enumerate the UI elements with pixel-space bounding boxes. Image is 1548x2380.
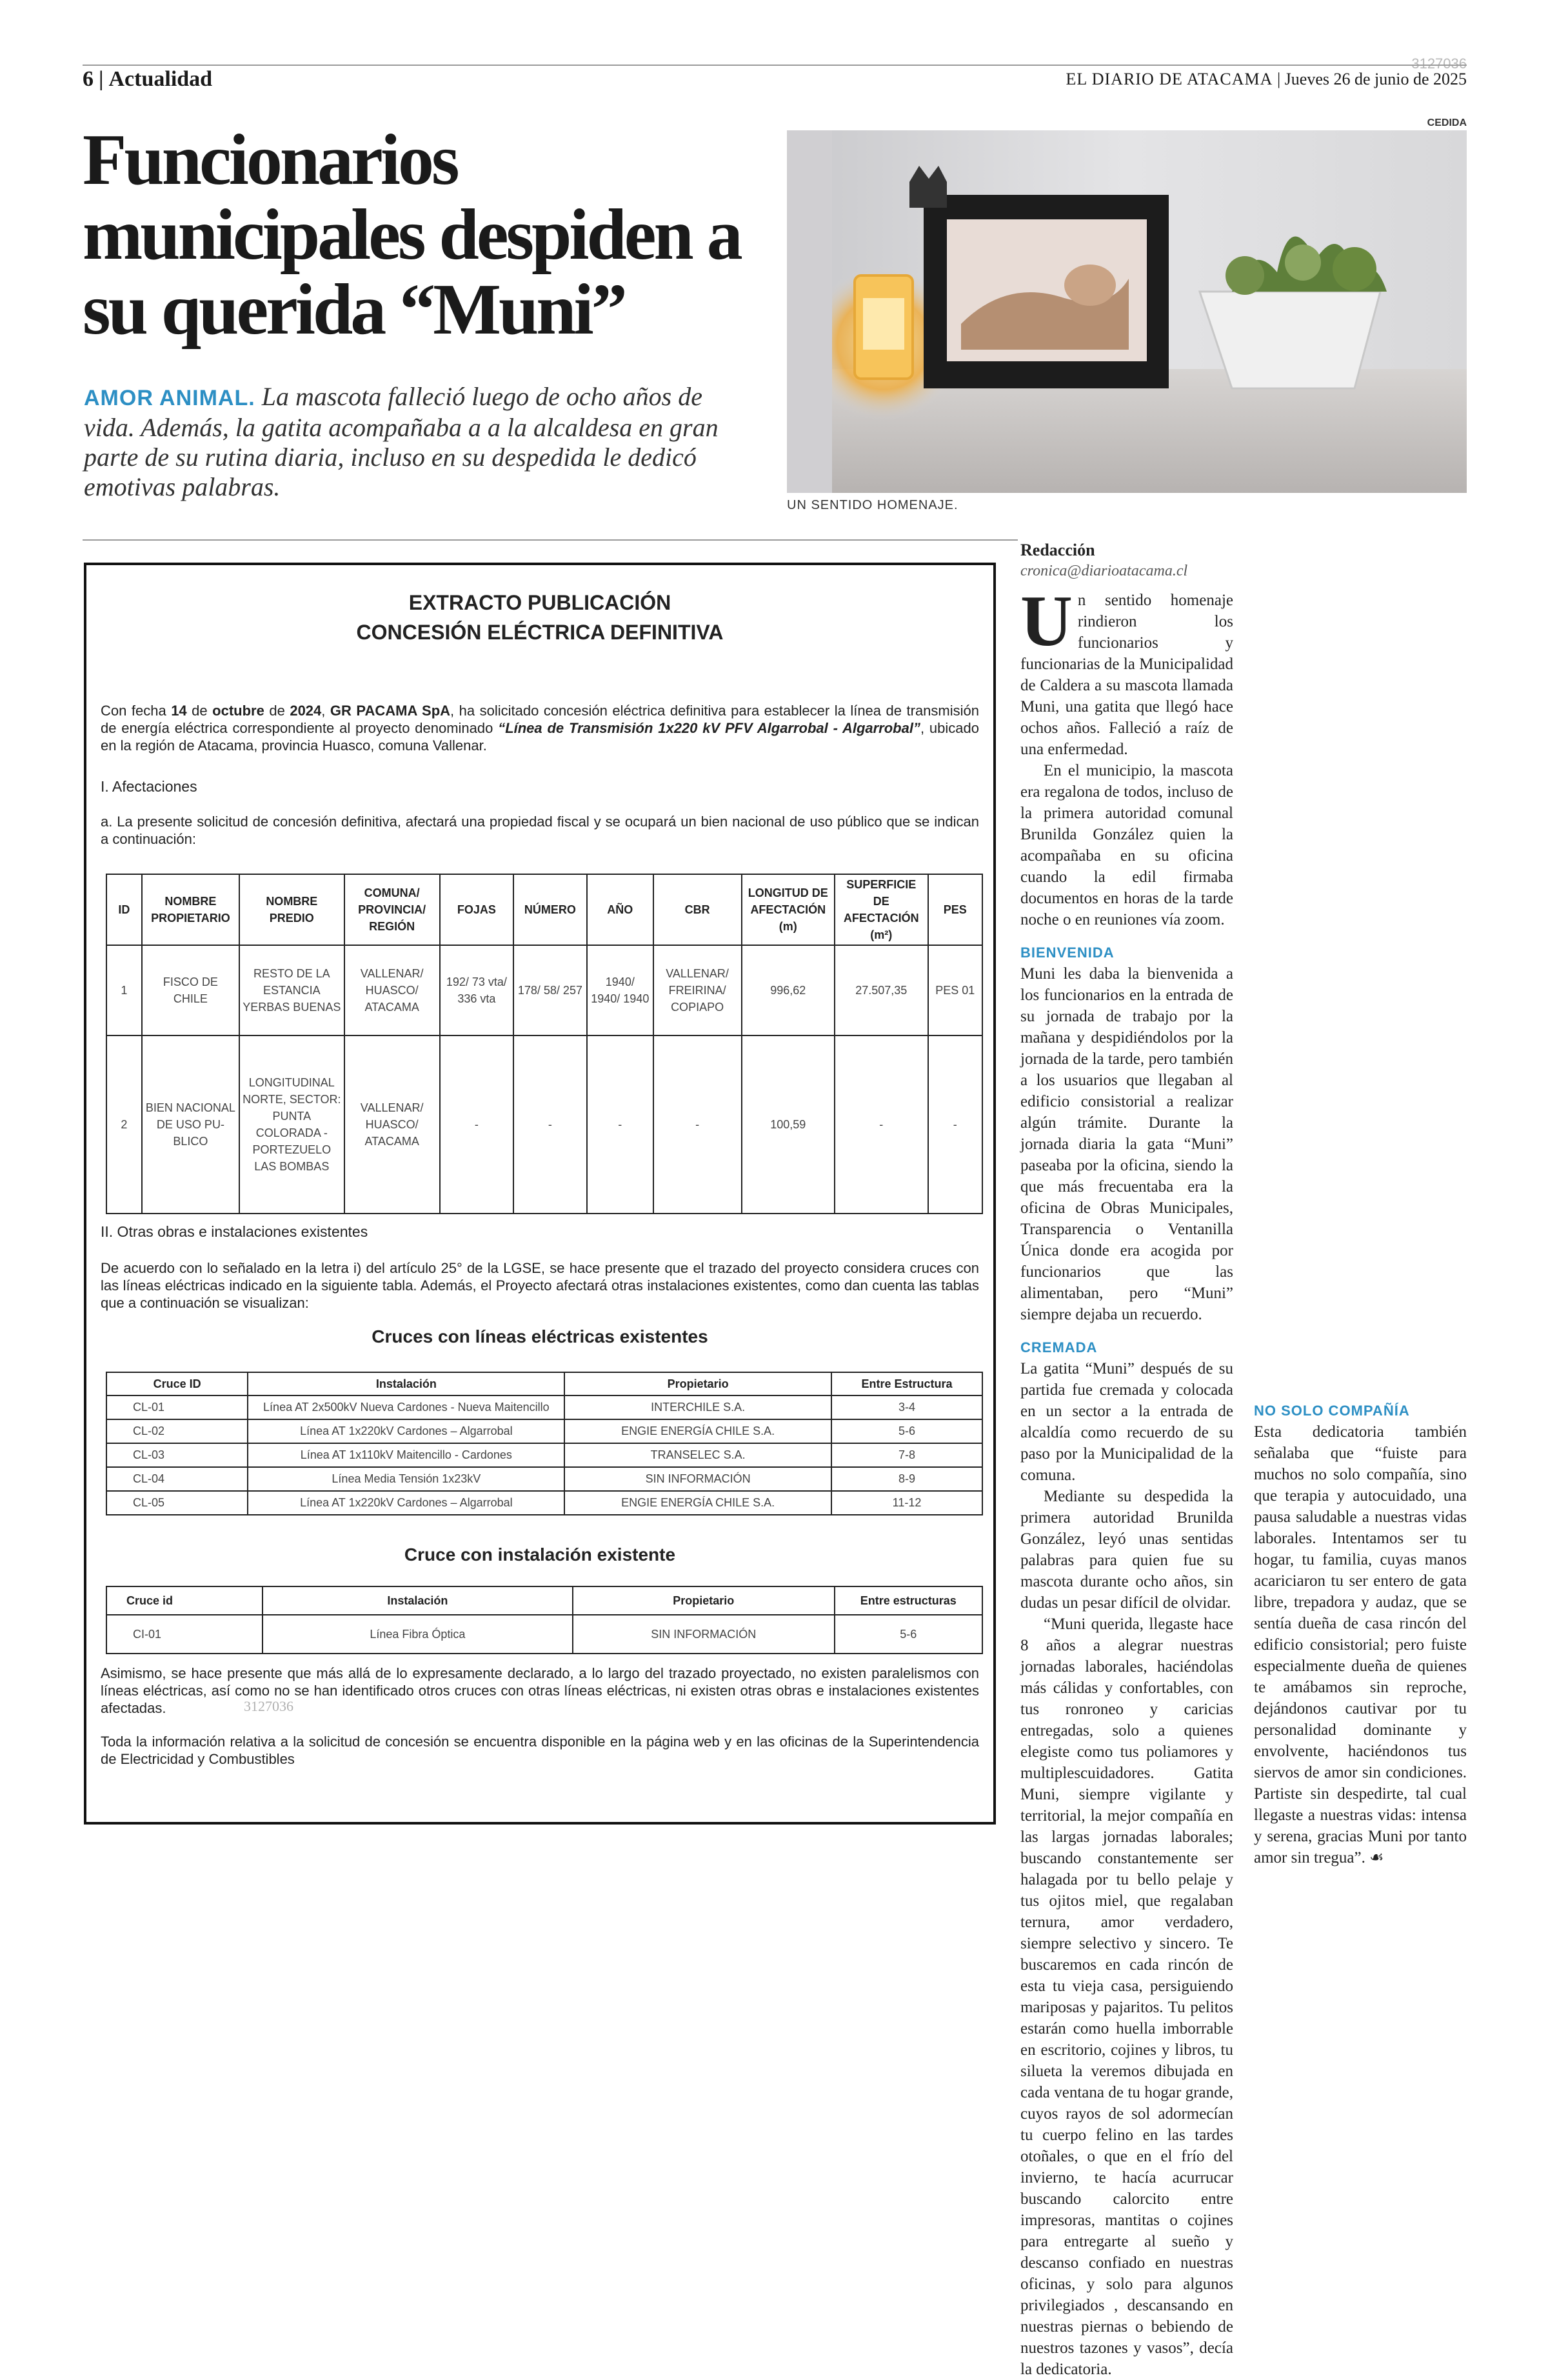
table-cell: INTERCHILE S.A. xyxy=(564,1395,831,1419)
table-cell: FISCO DE CHILE xyxy=(142,945,239,1035)
closing-paragraph: Asimismo, se hace presente que más allá de lo expresamente declarado, a lo largo del trazado proyectado, no existen paralelismos con líneas eléctricas, así como no se han identificado otros cruces con otras líneas eléctricas, ni existen otras obras e instalaciones existentes afectadas. xyxy=(101,1665,979,1716)
intro-day: 14 xyxy=(171,703,187,719)
table-cell: ENGIE ENERGÍA CHILE S.A. xyxy=(564,1419,831,1443)
end-mark-icon: ☙ xyxy=(1369,1849,1384,1866)
table-cell: CL-04 xyxy=(106,1467,248,1491)
table-cell: PES 01 xyxy=(928,945,983,1035)
table-cell: Línea AT 1x220kV Cardones – Algarrobal xyxy=(248,1491,564,1515)
table-cell: LONGITUDINAL NORTE, SECTOR: PUNTA COLORADA - PORTEZUELO LAS BOMBAS xyxy=(239,1035,344,1214)
section-otras-obras-text: De acuerdo con lo señalado en la letra i) del artículo 25° de la LGSE, se hace presente que el trazado del proyecto considera cruces con las líneas eléctricas indicado en la siguiente tabla. Además, el Proyecto afectará otras instalaciones existentes, como dan cuenta las tablas que a continuación se visualizan: xyxy=(101,1260,979,1311)
memorial-photo-illustration xyxy=(787,130,1467,493)
table-cell: 1 xyxy=(106,945,142,1035)
table-cell: - xyxy=(928,1035,983,1214)
article-photo xyxy=(787,130,1467,493)
table-cell: VALLENAR/ HUASCO/ ATACAMA xyxy=(344,1035,440,1214)
intro-text: , xyxy=(321,703,330,719)
table-cell: 996,62 xyxy=(742,945,835,1035)
intro-text: , ubicado en la región de Atacama, provincia Huasco, comuna Vallenar. xyxy=(101,720,979,754)
table-cell: CI-01 xyxy=(106,1615,263,1654)
article-paragraph: Mediante su despedida la primera autoridad Brunilda González, leyó unas sentidas palabras para quien fue su mascota durante ocho años, sin dudas un pesar difícil de olvidar. xyxy=(1020,1488,1233,1612)
intro-text: Con fecha xyxy=(101,703,172,719)
lead xyxy=(84,382,742,502)
crossings-table xyxy=(106,1372,983,1515)
table-row xyxy=(106,1615,982,1654)
table-cell: CL-01 xyxy=(106,1395,248,1419)
table-cell: 5-6 xyxy=(831,1419,982,1443)
article-column-1 xyxy=(1020,539,1233,2380)
table-cell: 100,59 xyxy=(742,1035,835,1214)
table-cell: CL-05 xyxy=(106,1491,248,1515)
table-header: PES xyxy=(928,874,983,945)
section-afectaciones: I. Afectaciones xyxy=(101,778,197,795)
table-header: LONGITUD DE AFECTACIÓN (m) xyxy=(742,874,835,945)
installation-table xyxy=(106,1586,983,1654)
table-cell: Línea AT 2x500kV Nueva Cardones - Nueva Maitencillo xyxy=(248,1395,564,1419)
dropcap: U xyxy=(1020,581,1073,661)
table-cell: 1940/ 1940/ 1940 xyxy=(587,945,653,1035)
table-cell: 3-4 xyxy=(831,1395,982,1419)
table-cell: VALLENAR/ HUASCO/ ATACAMA xyxy=(344,945,440,1035)
byline: Redacción xyxy=(1020,541,1095,559)
table-header: AÑO xyxy=(587,874,653,945)
article-paragraph: En el municipio, la mascota era regalona de todos, incluso de la primera autoridad comunal Brunilda González quien la acompañaba en su oficina cuando la edil firmaba documentos en horas de la tarde noche o en reuniones vía zoom. xyxy=(1020,762,1233,928)
subhead-bienvenida: BIENVENIDA xyxy=(1020,945,1115,961)
table-cell: TRANSELEC S.A. xyxy=(564,1443,831,1467)
table-cell: 7-8 xyxy=(831,1443,982,1467)
legal-notice-box xyxy=(84,563,996,1825)
table-header-row xyxy=(106,1372,982,1395)
table-header: Entre estructuras xyxy=(835,1586,982,1615)
article-paragraph: Muni les daba la bienvenida a los funcionarios en la entrada de su jornada de trabajo por la mañana y despidiéndolos por la jornada de la tarde, pero también a los usuarios que llegaban al edificio consistorial a realizar algún trámite. Durante la jornada diaria la gata “Muni” paseaba por la oficina, siendo la que más frecuentaba era la oficina de Obras Municipales, Transparencia o Ventanilla Única donde era acogida por funcionarios que las alimentaban, pero “Muni” siempre dejaba un recuerdo. xyxy=(1020,965,1233,1323)
table-header: SUPERFICIE DE AFECTACIÓN (m²) xyxy=(835,874,928,945)
table-header: COMUNA/ PROVINCIA/ REGIÓN xyxy=(344,874,440,945)
headline: Funcionarios municipales despiden a su querida “Muni” xyxy=(83,120,740,350)
table-cell: CL-02 xyxy=(106,1419,248,1443)
section-rule xyxy=(83,539,1018,541)
byline-email[interactable]: cronica@diarioatacama.cl xyxy=(1020,563,1188,579)
table-cell: 11-12 xyxy=(831,1491,982,1515)
table-cell: SIN INFORMACIÓN xyxy=(564,1467,831,1491)
article-paragraph xyxy=(1020,581,1233,760)
table-cell: VALLENAR/ FREIRINA/ COPIAPO xyxy=(653,945,742,1035)
table-header: Propietario xyxy=(573,1586,835,1615)
article-column-2 xyxy=(1254,542,1467,1868)
table-header-row xyxy=(106,874,982,945)
table-cell: 192/ 73 vta/ 336 vta xyxy=(440,945,513,1035)
table-cell: ENGIE ENERGÍA CHILE S.A. xyxy=(564,1491,831,1515)
intro-project: “Línea de Transmisión 1x220 kV PFV Algarrobal - Algarrobal” xyxy=(498,720,920,736)
page-number: 6 xyxy=(83,67,94,91)
table-header: Cruce id xyxy=(106,1586,263,1615)
table-header: Entre Estructura xyxy=(831,1372,982,1395)
intro-text: de xyxy=(264,703,290,719)
section-afectaciones-text: a. La presente solicitud de concesión definitiva, afectará una propiedad fiscal y se ocupará un bien nacional de uso público que se indican a continuación: xyxy=(101,814,979,847)
paragraph-text: n sentido homenaje rindieron los funcionarios y funcionarias de la Municipalidad de Caldera a su mascota llamada Muni, una gatita que llegó hace ochos años. Falleció a raíz de una enfermedad. xyxy=(1020,592,1233,758)
article-paragraph: La gatita “Muni” después de su partida fue cremada y colocada en un sector a la entrada de alcaldía como recuerdo de su paso por la Municipalidad de la comuna. xyxy=(1020,1360,1233,1484)
table-cell: Línea AT 1x110kV Maitencillo - Cardones xyxy=(248,1443,564,1467)
paper-name: EL DIARIO DE ATACAMA xyxy=(1066,70,1273,88)
table-row xyxy=(106,1395,982,1419)
table-cell: RESTO DE LA ESTANCIA YERBAS BUENAS xyxy=(239,945,344,1035)
table-row xyxy=(106,945,982,1035)
paragraph-text: Esta dedicatoria también señalaba que “fuiste para muchos no solo compañía, sino que terapia y autocuidado, una pausa saludable a nuestras vidas laborales. Intentamos ser tu hogar, tu familia, cuyas manos acariciaron tu ser entero de gata libre, trepadora y audaz, que se sentía dueña de casa rincón del edificio consistorial; pero fuiste especialmente dueña de quienes te amábamos sin reproche, dejándonos cautivar por tu personalidad dominante y envolvente, haciéndonos tus siervos de amor sin condiciones. Partiste sin despedirte, tal cual llegaste a nuestras vidas: intensa y serena, gracias Muni por tanto amor sin tregua”. xyxy=(1254,1423,1467,1866)
table-header: FOJAS xyxy=(440,874,513,945)
separator: | xyxy=(99,67,104,91)
table-cell: 8-9 xyxy=(831,1467,982,1491)
subhead-cremada: CREMADA xyxy=(1020,1339,1098,1355)
table-header: Instalación xyxy=(263,1586,573,1615)
table-cell: 27.507,35 xyxy=(835,945,928,1035)
table-cell: Línea Fibra Óptica xyxy=(263,1615,573,1654)
table-header-row xyxy=(106,1586,982,1615)
photo-caption: UN SENTIDO HOMENAJE. xyxy=(787,498,958,512)
kicker: AMOR ANIMAL. xyxy=(84,386,255,410)
table-cell: - xyxy=(835,1035,928,1214)
installation-table-title: Cruce con instalación existente xyxy=(404,1545,676,1565)
table-header: Propietario xyxy=(564,1372,831,1395)
table-cell: - xyxy=(587,1035,653,1214)
table-cell: - xyxy=(653,1035,742,1214)
table-cell: 2 xyxy=(106,1035,142,1214)
table-row xyxy=(106,1035,982,1214)
table-cell: 178/ 58/ 257 xyxy=(513,945,587,1035)
notice-intro xyxy=(101,702,979,754)
table-cell: 5-6 xyxy=(835,1615,982,1654)
article-paragraph xyxy=(1254,1421,1467,1868)
notice-subtitle: CONCESIÓN ELÉCTRICA DEFINITIVA xyxy=(356,621,724,644)
table-row xyxy=(106,1443,982,1467)
header-rule xyxy=(83,65,1467,66)
notice-title: EXTRACTO PUBLICACIÓN xyxy=(408,591,671,614)
section-label xyxy=(83,67,212,92)
lead-text: La mascota falleció luego de ocho años de vida. Además, la gatita acompañaba a a la alcaldesa en gran parte de su rutina diaria, incluso en su despedida le dedicó emotivas palabras. xyxy=(84,382,719,501)
closing-paragraph-info: Toda la información relativa a la solicitud de concesión se encuentra disponible en la página web y en las oficinas de la Superintendencia de Electricidad y Combustibles xyxy=(101,1734,979,1767)
table-header: ID xyxy=(106,874,142,945)
article-paragraph: “Muni querida, llegaste hace 8 años a alegrar nuestras jornadas laborales, haciéndolas más cálidas y confortables, con tus ronroneo y caricias entregadas, solo a quienes elegiste como tus poliamores y multiplescuidadores. Gatita Muni, siempre vigilante y territorial, la mejor compañía en las largas jornadas laborales; buscando constantemente ser halagada por tu bello pelaje y tus ojitos miel, que regalaban ternura, amor verdadero, siempre selectivo y sincero. Te buscaremos en cada rincón de esta tu vieja casa, persiguiendo mariposas y pajaritos. Tu pelitos estarán como huella imborrable en escritorio, cojines y libros, tu silueta la veremos dibujada en cada ventana de tu hogar grande, cuyos rayos de sol adormecían tu cuerpo felino en las tardes otoñales, o que en el frío del invierno, te hacía acurrucar buscando calorcito entre impresoras, mantitas o cojines para entregarte al sueño y descanso confiado en nuestras oficinas, y solo para algunos privilegiados , descansando en nuestras piernas o bebiendo de nuestros tazones y vasos”, decía la dedicatoria. xyxy=(1020,1615,1233,2378)
intro-text: , ha solicitado concesión eléctrica definitiva para establecer la línea de transmisión de energía eléctrica correspondiente al proyecto denominado xyxy=(101,703,979,736)
table-cell: CL-03 xyxy=(106,1443,248,1467)
table-cell: SIN INFORMACIÓN xyxy=(573,1615,835,1654)
table-header: Cruce ID xyxy=(106,1372,248,1395)
crossings-table-title: Cruces con líneas eléctricas existentes xyxy=(372,1326,708,1346)
intro-company: GR PACAMA SpA xyxy=(330,703,451,719)
table-cell: - xyxy=(513,1035,587,1214)
issue-date: Jueves 26 de junio de 2025 xyxy=(1284,70,1467,88)
table-cell: Línea Media Tensión 1x23kV xyxy=(248,1467,564,1491)
intro-month: octubre xyxy=(212,703,264,719)
table-header: NOMBRE PROPIETARIO xyxy=(142,874,239,945)
table-header: NOMBRE PREDIO xyxy=(239,874,344,945)
table-header: Instalación xyxy=(248,1372,564,1395)
table-header: NÚMERO xyxy=(513,874,587,945)
subhead-no-solo-compania: NO SOLO COMPAÑÍA xyxy=(1254,1403,1410,1419)
notice-stamp: 3127036 xyxy=(244,1698,293,1714)
photo-credit: CEDIDA xyxy=(1427,117,1467,128)
table-cell: BIEN NACIONAL DE USO PU-BLICO xyxy=(142,1035,239,1214)
table-row xyxy=(106,1467,982,1491)
table-header: CBR xyxy=(653,874,742,945)
masthead: EL DIARIO DE ATACAMA | Jueves 26 de junio de 2025 xyxy=(1066,70,1467,88)
table-cell: - xyxy=(440,1035,513,1214)
table-row xyxy=(106,1419,982,1443)
section-otras-obras: II. Otras obras e instalaciones existentes xyxy=(101,1223,368,1240)
intro-text: de xyxy=(186,703,213,719)
table-row xyxy=(106,1491,982,1515)
intro-year: 2024 xyxy=(290,703,322,719)
table-cell: Línea AT 1x220kV Cardones – Algarrobal xyxy=(248,1419,564,1443)
section-name: Actualidad xyxy=(108,67,213,91)
affectations-table xyxy=(106,874,983,1214)
page-stamp-top: 3127036 xyxy=(1411,55,1467,72)
